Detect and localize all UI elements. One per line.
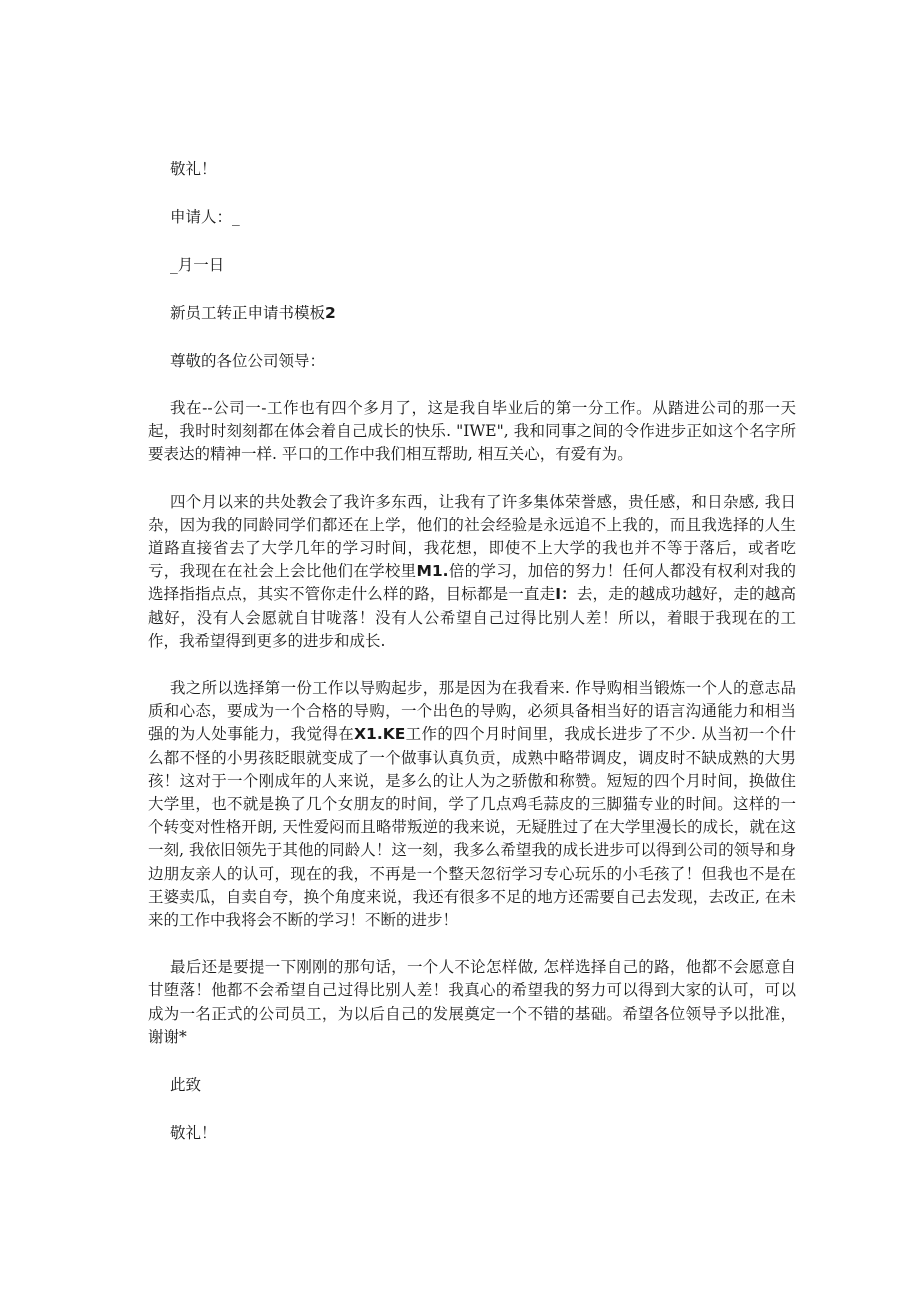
salutation: 尊敬的各位公司领导： <box>170 352 326 370</box>
paragraph-4: 最后还是要提一下刚刚的那句话，一个人不论怎样做, 怎样选择自己的路，他都不会愿意自甘堕落！他都不会希望自己过得比别人差！我真心的希望我的努力可以得到大家的认可，可以成为一名正式的公司员工，为以后自己的发展奠定一个不错的基础。希望各位领导予以批准，谢谢* <box>148 958 796 1046</box>
paragraph-3-text-b: 工作的四个月时间里，我成长进步了不少. 从当初一个什么都不怪的小男孩眨眼就变成了一个做事认真负贡，成熟中略带调皮，调皮时不缺成熟的大男孩！这对于一个刚成年的人来说，是多么的让人为之骄傲和称赞。短短的四个月时间，换做住大学里，也不就是换了几个女朋友的时间，学了几点鸡毛蒜皮的三脚猫专业的时间。这样的一个转变对性格开朗, 天性爱闷而且略带叛逆的我来说，无疑胜过了在大学里漫长的成长，就在这一刻, 我依旧领先于其他的同龄人！这一刻，我多么希望我的成长进步可以得到公司的领导和身边朋友亲人的认可，现在的我，不再是一个整天忽衍学习专心玩乐的小毛孩了！但我也不是在王婆卖瓜，自卖自夸，换个角度来说，我还有很多不足的地方还需要自己去发现，去改正, 在未来的工作中我将会不断的学习！不断的进步！ <box>148 725 796 930</box>
closing-cizhi: 此致 <box>170 1076 202 1095</box>
applicant-line: 申请人：_ <box>170 208 240 226</box>
paragraph-3-bold-a: X1.KE <box>354 725 406 744</box>
paragraph-2-text-c: 去，走的越成功越好，走的越高越好，没有人会愿就自甘咙落！没有人公希望自己过得比别人差！所以，着眼于我现在的工作，我希望得到更多的进步和成长. <box>148 585 796 650</box>
paragraph-2-bold-a: M1. <box>416 562 449 581</box>
section-title-text: 新员工转正申请书模板 <box>170 304 326 322</box>
paragraph-2-text-b: 倍的学习，加倍的努力！任何人都没有权利对我的选择指指点点，其实不管你走什么样的路，目标都是一直走 <box>148 562 796 604</box>
paragraph-2-bold-b: I： <box>555 585 577 604</box>
closing-salute-bottom: 敬礼！ <box>170 1124 217 1143</box>
paragraph-3-text-a: 我之所以选择第一份工作以导购起步，那是因为在我看来. 作导购相当锻炼一个人的意志品质和心态，要成为一个合格的导购，一个出色的导购，必须具备相当好的语言沟通能力和相当强的为人处事能力，我觉得在 <box>148 679 796 744</box>
section-title-number: 2 <box>325 304 336 322</box>
paragraph-1: 我在--公司一-工作也有四个多月了，这是我自毕业后的第一分工作。从踏进公司的那一天起，我时时刻刻都在体会着自己成长的快乐. "IWE", 我和同事之间的令作进步正如这个名字所要表达的精神一样. 平口的工作中我们相互帮助, 相互关心，有爱有为。 <box>148 399 796 464</box>
closing-salute-top: 敬礼！ <box>170 160 217 178</box>
paragraph-3 <box>148 677 796 932</box>
paragraph-2-text-a: 四个月以来的共处教会了我许多东西，让我有了许多集体荣誉感，贵任感，和日杂感, 我日杂，因为我的同龄同学们都还在上学，他们的社会经验是永远追不上我的，而且我选择的人生道路直接省去了大学几年的学习时间，我花想，即使不上大学的我也并不等于落后，或者吃亏，我现在在社会上会比他们在学校里 <box>148 492 796 581</box>
date-line: _月一日 <box>170 256 225 274</box>
document-body <box>148 157 796 1169</box>
section-title <box>170 301 796 325</box>
paragraph-2 <box>148 491 796 653</box>
